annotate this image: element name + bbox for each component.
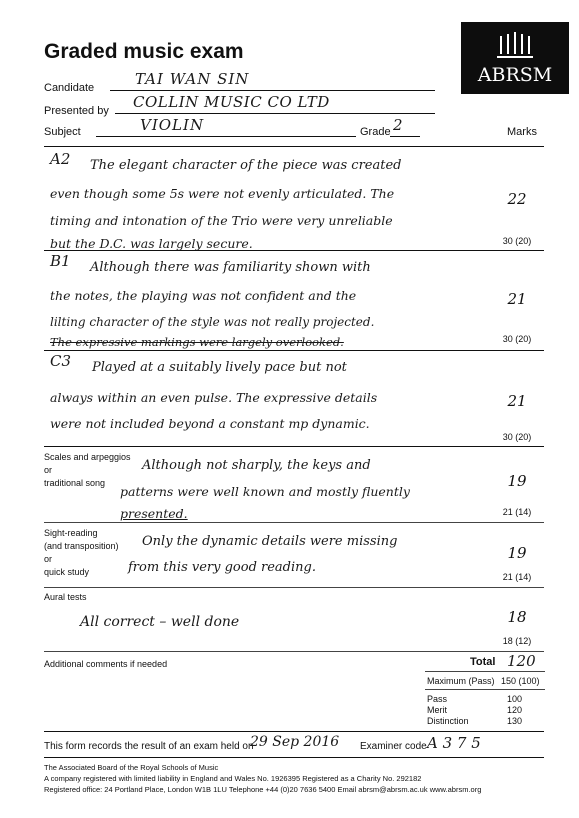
page-title: Graded music exam (44, 40, 244, 63)
org-address: Registered office: 24 Portland Place, London W1B 1LU Telephone +44 (0)20 7636 5400 Email abrsm@abrsm.ac.uk www.abrsm.org (44, 785, 482, 794)
section-label: Scales and arpeggios (44, 452, 131, 462)
comment-line: The expressive markings were largely overlooked. (50, 335, 344, 349)
section-max: 30 (20) (502, 334, 532, 344)
distinction-label: Distinction (427, 716, 469, 726)
comment-line: The elegant character of the piece was created (90, 158, 402, 173)
section-label: (and transposition) (44, 541, 119, 551)
examiner-code-label: Examiner code (360, 741, 427, 752)
section-mark: 18 (507, 608, 527, 626)
section-label: B1 (50, 252, 71, 270)
merit-value: 120 (507, 705, 523, 715)
marks-label: Marks (507, 126, 537, 138)
section-label: Sight-reading (44, 528, 98, 538)
section-max: 21 (14) (502, 507, 532, 517)
section-mark: 19 (507, 472, 527, 490)
comment-line: but the D.C. was largely secure. (50, 236, 253, 251)
pass-label: Pass (427, 694, 448, 704)
section-max: 30 (20) (502, 236, 532, 246)
comment-line: presented. (120, 506, 188, 521)
additional-comments-label: Additional comments if needed (44, 659, 168, 669)
section-mark: 22 (507, 190, 527, 208)
section-label: Aural tests (44, 592, 87, 602)
comment-line: patterns were well known and mostly fluently (120, 484, 410, 499)
logo-text: ABRSM (477, 64, 553, 86)
comment-line: even though some 5s were not evenly articulated. The (50, 186, 395, 201)
abrsm-logo (461, 22, 569, 94)
merit-label: Merit (427, 705, 447, 715)
grade-value: 2 (393, 116, 403, 134)
section-mark: 21 (507, 290, 527, 308)
candidate-label: Candidate (44, 82, 95, 94)
maximum-value: 150 (100) (501, 676, 540, 686)
candidate-value: TAI WAN SIN (135, 70, 250, 88)
subject-label: Subject (44, 126, 81, 138)
presented-by-value: COLLIN MUSIC CO LTD (133, 93, 330, 111)
distinction-value: 130 (507, 716, 523, 726)
pass-value: 100 (507, 694, 523, 704)
section-mark: 21 (507, 392, 527, 410)
maximum-label: Maximum (Pass) (427, 676, 495, 686)
comment-line: the notes, the playing was not confident and the (50, 288, 357, 303)
comment-line: always within an even pulse. The expressive details (50, 390, 378, 405)
record-text: This form records the result of an exam held on (44, 741, 254, 752)
section-max: 18 (12) (502, 636, 532, 646)
section-label: C3 (50, 352, 72, 370)
grade-label: Grade (360, 126, 391, 138)
subject-value: VIOLIN (140, 116, 205, 134)
section-max: 30 (20) (502, 432, 532, 442)
comment-line: Although there was familiarity shown with (90, 260, 371, 275)
comment-line: All correct – well done (80, 614, 240, 630)
presented-by-label: Presented by (44, 105, 109, 117)
exam-date: 29 Sep 2016 (250, 734, 340, 750)
comment-line: Although not sharply, the keys and (142, 458, 371, 473)
section-label: quick study (44, 567, 90, 577)
section-label: A2 (50, 150, 71, 168)
comment-line: were not included beyond a constant mp dynamic. (50, 416, 370, 431)
comment-line: Played at a suitably lively pace but not (92, 360, 347, 375)
comment-line: timing and intonation of the Trio were very unreliable (50, 213, 393, 228)
examiner-code: A 3 7 5 (427, 734, 481, 752)
section-max: 21 (14) (502, 572, 532, 582)
section-mark: 19 (507, 544, 527, 562)
org-registration: A company registered with limited liability in England and Wales No. 1926395 Registered as a Charity No. 292182 (44, 774, 422, 783)
comment-line: Only the dynamic details were missing (142, 534, 398, 549)
section-label: or (44, 465, 53, 475)
comment-line: lilting character of the style was not really projected. (50, 315, 375, 329)
section-label: or (44, 554, 53, 564)
section-label: traditional song (44, 478, 106, 488)
crown-icon (461, 26, 569, 66)
org-name: The Associated Board of the Royal Schools of Music (44, 763, 219, 772)
total-label: Total (470, 656, 496, 668)
total-value: 120 (507, 652, 536, 670)
comment-line: from this very good reading. (128, 560, 316, 575)
